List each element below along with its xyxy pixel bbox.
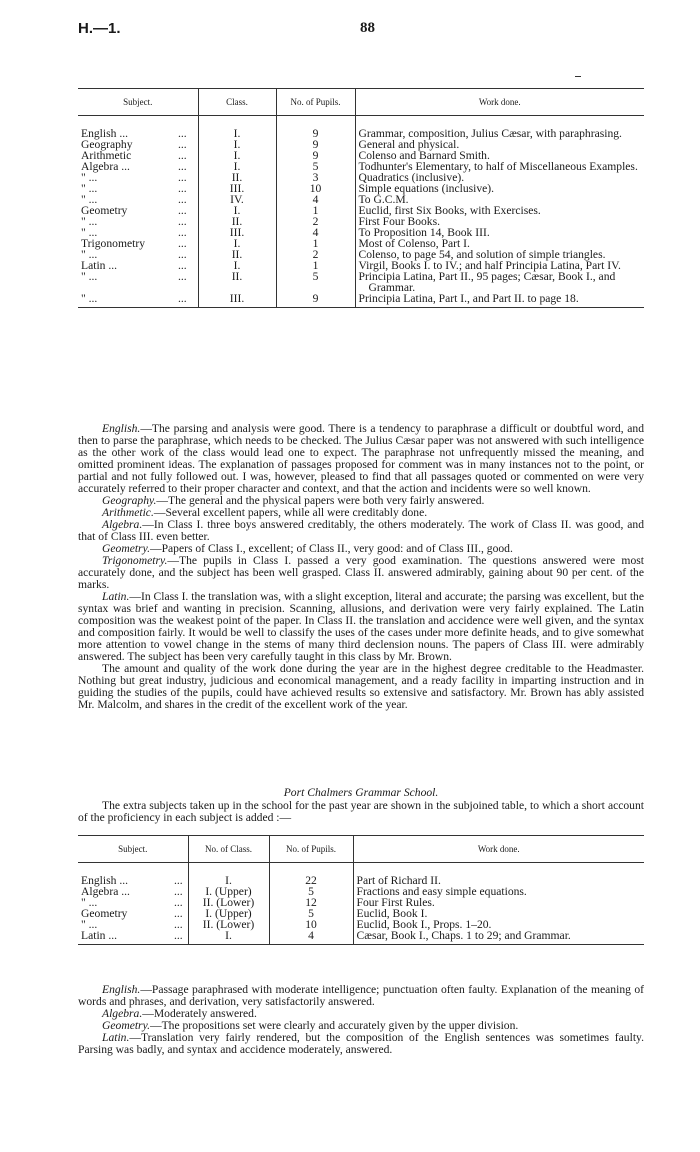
leader-dots: ...	[174, 918, 183, 931]
paragraph-text: —The propositions set were clearly and accurately given by the upper division.	[149, 1019, 519, 1032]
margin-mark	[575, 76, 581, 77]
leader-dots: ...	[174, 896, 183, 909]
subject-heading: Arithmetic.	[102, 506, 154, 519]
table-row	[78, 293, 644, 308]
paragraph-text: —In Class I. three boys answered creditably, the others moderately. The work of Class II. was good, and that of Class III. even better.	[78, 518, 644, 543]
row-pupils: 4	[276, 194, 355, 205]
paragraph-text: —Several excellent papers, while all were creditably done.	[153, 506, 428, 519]
row-class: I.	[198, 205, 276, 216]
row-pupils: 9	[276, 293, 355, 308]
report-paragraph	[78, 519, 644, 543]
row-work: Virgil, Books I. to IV.; and half Principia Latina, Part IV.	[355, 260, 644, 271]
row-class: I.	[198, 260, 276, 271]
subjects-table-2	[78, 835, 644, 945]
row-subject	[78, 271, 198, 293]
page-number: 88	[360, 20, 375, 36]
subject-label: English ...	[81, 127, 129, 140]
row-class: III.	[198, 293, 276, 308]
document-code: H.—1.	[78, 20, 121, 37]
header-pupils: No. of Pupils.	[269, 836, 353, 863]
row-pupils: 1	[276, 260, 355, 271]
row-class: I. (Upper)	[188, 886, 269, 897]
section-title: Port Chalmers Grammar School.	[283, 786, 439, 799]
page-header	[78, 20, 640, 40]
subject-label: Geometry	[81, 907, 128, 920]
row-pupils: 5	[269, 908, 353, 919]
leader-dots: ...	[178, 204, 187, 217]
subject-heading: Latin.	[102, 590, 130, 603]
paragraph-text: —Passage paraphrased with moderate intelligence; punctuation often faulty. Explanation of the meaning of words and phrases, and derivation, very satisfactorily answered.	[78, 983, 644, 1008]
row-pupils: 4	[276, 227, 355, 238]
report-section-2	[78, 984, 644, 1056]
leader-dots: ...	[178, 127, 187, 140]
row-pupils: 9	[276, 128, 355, 139]
row-work: Quadratics (inclusive).	[355, 172, 644, 183]
subject-label: Algebra ...	[81, 885, 130, 898]
leader-dots: ...	[178, 182, 187, 195]
row-class: II.	[198, 271, 276, 293]
paragraph-text: —The general and the physical papers were both very fairly answered.	[156, 494, 485, 507]
report-paragraph	[78, 984, 644, 1008]
leader-dots: ...	[178, 292, 187, 305]
row-work: To G.C.M.	[355, 194, 644, 205]
row-work: Four First Rules.	[353, 897, 644, 908]
row-work: Euclid, Book I., Props. 1–20.	[353, 919, 644, 930]
row-class: I. (Upper)	[188, 908, 269, 919]
row-pupils: 10	[276, 183, 355, 194]
row-class: III.	[198, 227, 276, 238]
row-class: II.	[198, 216, 276, 227]
intro-paragraph: The extra subjects taken up in the school for the past year are shown in the subjoined table, to which a short account of the proficiency in each subject is added :—	[78, 799, 644, 824]
row-class: I.	[198, 238, 276, 249]
row-class: IV.	[198, 194, 276, 205]
section-intro	[78, 800, 644, 824]
leader-dots: ...	[174, 874, 183, 887]
row-work: Principia Latina, Part I., and Part II. to page 18.	[355, 293, 644, 308]
row-class: II. (Lower)	[188, 897, 269, 908]
leader-dots: ...	[178, 149, 187, 162]
row-pupils: 5	[276, 271, 355, 293]
paragraph-text: —Translation very fairly rendered, but the composition of the English sentences was sometimes faulty. Parsing was badly, and syntax and accidence moderately, answered.	[78, 1031, 644, 1056]
row-subject	[78, 930, 188, 945]
row-class: II. (Lower)	[188, 919, 269, 930]
paragraph-text: The amount and quality of the work done during the year are in the highest degree creditable to the Headmaster. Nothing but great industry, judicious and economical management, and a ready facility in imparting instruction and in guiding the studies of the pupils, could have achieved results so extensive and satisfactory. Mr. Brown has ably assisted Mr. Malcolm, and shares in the credit of the excellent work of the year.	[78, 662, 644, 711]
subjects-table-1	[78, 88, 644, 308]
paragraph-text: —Moderately answered.	[142, 1007, 257, 1020]
subject-label: " ...	[81, 193, 98, 206]
row-pupils: 2	[276, 216, 355, 227]
paragraph-text: —Papers of Class I., excellent; of Class II., very good: and of Class III., good.	[149, 542, 513, 555]
row-pupils: 4	[269, 930, 353, 945]
header-subject: Subject.	[78, 836, 188, 863]
report-section-1	[78, 423, 644, 711]
row-work: Euclid, first Six Books, with Exercises.	[355, 205, 644, 216]
subject-label: Arithmetic	[81, 149, 132, 162]
report-paragraph	[78, 423, 644, 495]
row-class: I.	[198, 150, 276, 161]
subject-heading: Geometry.	[102, 542, 150, 555]
row-pupils: 9	[276, 150, 355, 161]
report-paragraph	[78, 591, 644, 663]
header-subject: Subject.	[78, 89, 198, 116]
row-work: Cæsar, Book I., Chaps. 1 to 29; and Grammar.	[353, 930, 644, 945]
row-work: Euclid, Book I.	[353, 908, 644, 919]
report-paragraph	[78, 663, 644, 711]
subject-heading: Trigonometry.	[102, 554, 168, 567]
row-pupils: 3	[276, 172, 355, 183]
subject-label: " ...	[81, 896, 98, 909]
report-paragraph	[78, 1032, 644, 1056]
row-class: I.	[188, 875, 269, 886]
leader-dots: ...	[178, 215, 187, 228]
leader-dots: ...	[178, 248, 187, 261]
subject-heading: Geometry.	[102, 1019, 150, 1032]
row-pupils: 22	[269, 875, 353, 886]
row-class: II.	[198, 249, 276, 260]
row-work: Principia Latina, Part II., 95 pages; Cæsar, Book I., and Grammar.	[355, 271, 644, 293]
subject-heading: Algebra.	[102, 518, 143, 531]
row-pupils: 5	[269, 886, 353, 897]
table-row	[78, 271, 644, 293]
row-work: Simple equations (inclusive).	[355, 183, 644, 194]
row-work: Colenso, to page 54, and solution of simple triangles.	[355, 249, 644, 260]
row-pupils: 12	[269, 897, 353, 908]
subject-label: " ...	[81, 292, 98, 305]
row-class: III.	[198, 183, 276, 194]
row-work: To Proposition 14, Book III.	[355, 227, 644, 238]
leader-dots: ...	[174, 907, 183, 920]
leader-dots: ...	[178, 259, 187, 272]
header-work: Work done.	[355, 89, 644, 116]
row-work: Most of Colenso, Part I.	[355, 238, 644, 249]
subject-label: " ...	[81, 182, 98, 195]
row-pupils: 5	[276, 161, 355, 172]
leader-dots: ...	[178, 226, 187, 239]
header-classes: No. of Class.	[188, 836, 269, 863]
row-work: Grammar, composition, Julius Cæsar, with paraphrasing.	[355, 128, 644, 139]
row-class: II.	[198, 172, 276, 183]
row-work: Fractions and easy simple equations.	[353, 886, 644, 897]
row-pupils: 1	[276, 238, 355, 249]
paragraph-text: —The parsing and analysis were good. There is a tendency to paraphrase a difficult or doubtful word, and then to parse the paraphrase, which needs to be checked. The Julius Cæsar paper was not answered with such intelligence as the other work of the class would lead one to expect. The paraphrase not unfrequently missed the meaning, and omitted prominent ideas. The explanation of passages proposed for comment was in many instances not to the point, or partial and not fully followed out. I was, however, pleased to find that all passages quoted or commented on were very accurately referred to their proper character and context, and that the action and incidents were so well known.	[78, 422, 644, 495]
row-pupils: 9	[276, 139, 355, 150]
leader-dots: ...	[178, 138, 187, 151]
row-work: Todhunter's Elementary, to half of Miscellaneous Examples.	[355, 161, 644, 172]
row-pupils: 1	[276, 205, 355, 216]
header-class: Class.	[198, 89, 276, 116]
row-work: First Four Books.	[355, 216, 644, 227]
subject-heading: Latin.	[102, 1031, 130, 1044]
row-pupils: 2	[276, 249, 355, 260]
subject-label: Algebra ...	[81, 160, 130, 173]
header-work: Work done.	[353, 836, 644, 863]
row-work: General and physical.	[355, 139, 644, 150]
row-pupils: 10	[269, 919, 353, 930]
subject-label: Geometry	[81, 204, 128, 217]
leader-dots: ...	[178, 171, 187, 184]
subject-label: " ...	[81, 171, 98, 184]
paragraph-text: —The pupils in Class I. passed a very good examination. The questions answered were most accurately done, and the subject has been well grasped. Class II. answered admirably, gaining about 90 per cent. of the marks.	[78, 554, 644, 591]
row-subject	[78, 293, 198, 308]
leader-dots: ...	[178, 270, 187, 283]
row-class: I.	[198, 128, 276, 139]
subject-label: Geography	[81, 138, 133, 151]
subject-label: Latin ...	[81, 929, 118, 942]
subject-heading: Algebra.	[102, 1007, 143, 1020]
row-work: Colenso and Barnard Smith.	[355, 150, 644, 161]
row-class: I.	[198, 161, 276, 172]
subject-label: Trigonometry	[81, 237, 145, 250]
leader-dots: ...	[174, 885, 183, 898]
subject-label: " ...	[81, 215, 98, 228]
header-pupils: No. of Pupils.	[276, 89, 355, 116]
leader-dots: ...	[178, 160, 187, 173]
subject-label: " ...	[81, 226, 98, 239]
leader-dots: ...	[174, 929, 183, 942]
table-row	[78, 930, 644, 945]
subject-heading: English.	[102, 422, 141, 435]
paragraph-text: —In Class I. the translation was, with a slight exception, literal and accurate; the parsing was excellent, but the syntax was brief and wanting in precision. Scanning, allusions, and derivation were very fairly explained. The Latin composition was the weakest point of the paper. In Class II. the translation and accidence were well given, and the syntax and composition fairly. It would be well to classify the uses of the cases under more definite heads, and to give somewhat more attention to vowel change in the stems of many third declension nouns. The papers of Class III. were admirably answered. The subject has been very carefully taught in this class by Mr. Brown.	[78, 590, 644, 663]
row-class: I.	[188, 930, 269, 945]
leader-dots: ...	[178, 237, 187, 250]
subject-heading: Geography.	[102, 494, 157, 507]
report-paragraph	[78, 555, 644, 591]
row-class: I.	[198, 139, 276, 150]
row-work: Part of Richard II.	[353, 875, 644, 886]
subject-label: " ...	[81, 918, 98, 931]
leader-dots: ...	[178, 193, 187, 206]
subject-label: English ...	[81, 874, 129, 887]
subject-label: " ...	[81, 248, 98, 261]
subject-label: Latin ...	[81, 259, 118, 272]
subject-label: " ...	[81, 270, 98, 283]
subject-heading: English.	[102, 983, 141, 996]
